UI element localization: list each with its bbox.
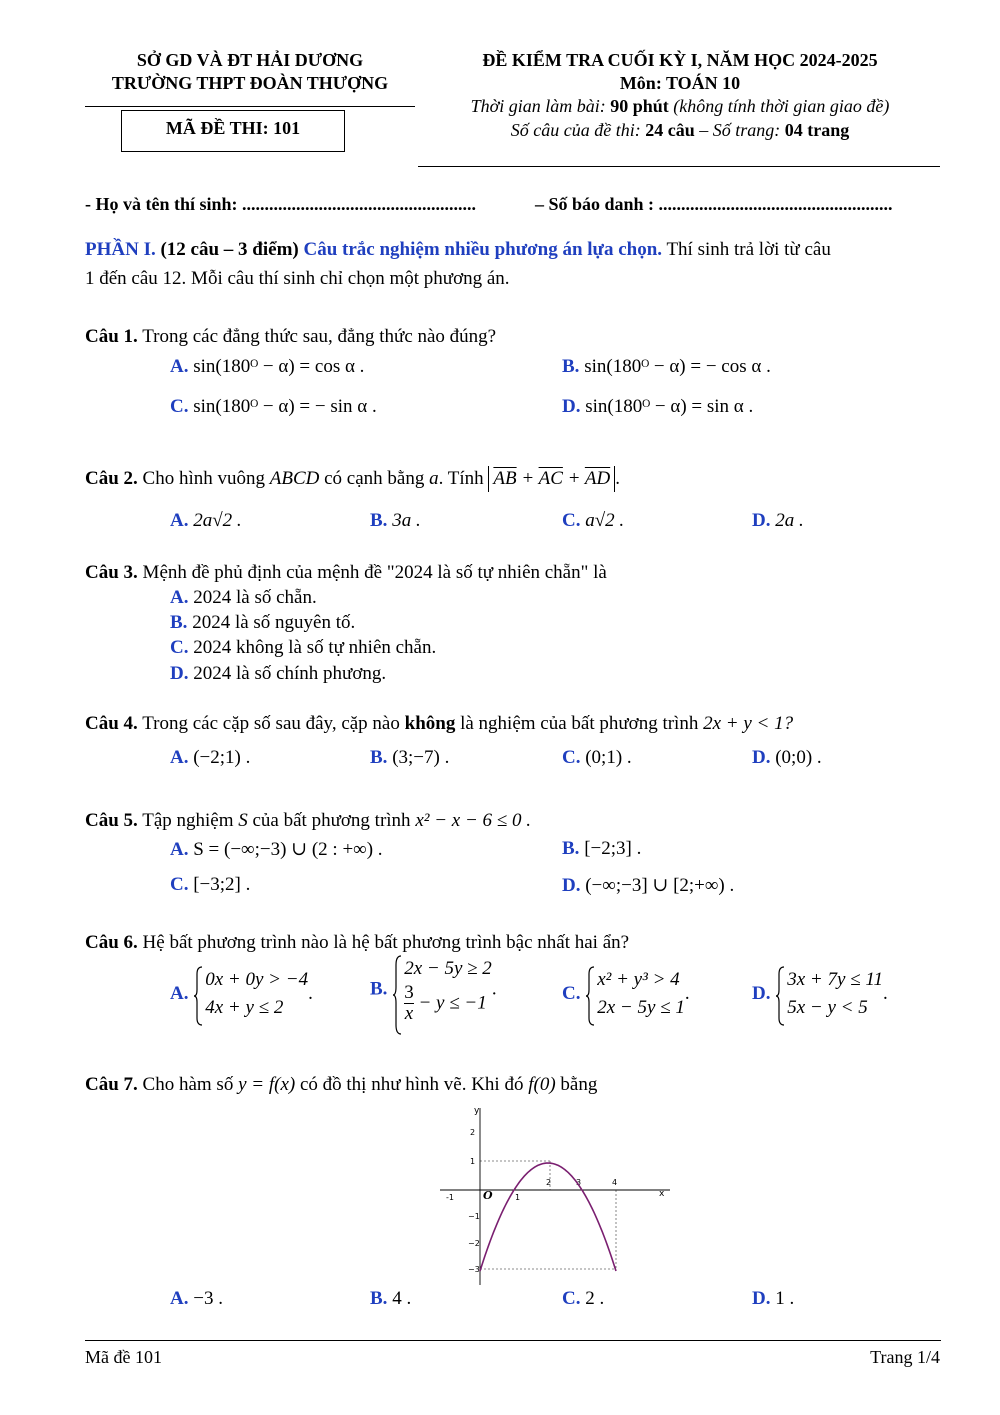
department-name: SỞ GD VÀ ĐT HẢI DƯƠNG <box>136 50 364 70</box>
subject: Môn: TOÁN 10 <box>619 73 741 93</box>
exam-title: ĐỀ KIỂM TRA CUỐI KỲ I, NĂM HỌC 2024-2025 <box>482 50 878 70</box>
header-divider-right <box>418 166 940 167</box>
q4-option-c[interactable]: C. (0;1) . <box>562 747 632 768</box>
q7-option-a[interactable]: A. −3 . <box>170 1288 223 1309</box>
y-axis-label: y <box>474 1106 480 1116</box>
q6-option-b[interactable]: B. 2x − 5y ≥ 2 $\frac{3}{x}$ − y ≤ −1 . <box>370 955 497 1024</box>
brace-icon <box>193 966 203 1026</box>
x-tick-2: 2 <box>546 1178 552 1187</box>
student-id-field: – Số báo danh : .................................................... <box>535 194 893 214</box>
q2-option-c[interactable]: C. a√2 . <box>562 510 625 531</box>
y-tick-minus-2: −2 <box>468 1239 480 1248</box>
q4-option-b[interactable]: B. (3;−7) . <box>370 747 450 768</box>
q1-option-a[interactable]: A. sin(180ᴼ − α) = cos α . <box>170 356 365 377</box>
part1-instruction: 1 đến câu 12. Mỗi câu thí sinh chỉ chọn một phương án. <box>85 268 510 289</box>
q6-c-system: x² + y³ > 4 2x − 5y ≤ 1 <box>585 966 685 1022</box>
question-3: Câu 3. Mệnh đề phủ định của mệnh đề "2024 là số tự nhiên chẵn" là <box>85 562 607 583</box>
x-axis-label: x <box>659 1189 665 1199</box>
q5-option-d[interactable]: D. (−∞;−3] ∪ [2;+∞) . <box>562 875 735 896</box>
brace-icon <box>775 966 785 1026</box>
q2-option-a[interactable]: A. 2a√2 . <box>170 510 242 531</box>
q6-b-system: 2x − 5y ≥ 2 $\frac{3}{x}$ − y ≤ −1 <box>392 955 492 1024</box>
q7-option-c[interactable]: C. 2 . <box>562 1288 605 1309</box>
part1-heading: PHẦN I. (12 câu – 3 điểm) Câu trắc nghiệm nhiều phương án lựa chọn. Thí sinh trả lời từ câu <box>85 239 831 260</box>
q3-option-d[interactable]: D. 2024 là số chính phương. <box>170 663 387 684</box>
x-tick-3: 3 <box>576 1178 582 1187</box>
q5-option-a[interactable]: A. S = (−∞;−3) ∪ (2 : +∞) . <box>170 839 383 860</box>
q1-option-b[interactable]: B. sin(180ᴼ − α) = − cos α . <box>562 356 771 377</box>
question-7: Câu 7. Cho hàm số y = f(x) có đồ thị như hình vẽ. Khi đó f(0) bằng <box>85 1074 598 1095</box>
q6-a-system: 0x + 0y > −4 4x + y ≤ 2 <box>193 966 308 1022</box>
question-4: Câu 4. Trong các cặp số sau đây, cặp nào không là nghiệm của bất phương trình 2x + y < 1? <box>85 713 794 734</box>
brace-icon <box>585 966 595 1026</box>
x-tick-minus-1: -1 <box>446 1193 454 1202</box>
origin-label: O <box>483 1189 493 1202</box>
brace-icon <box>392 955 402 1035</box>
y-tick-minus-1: −1 <box>468 1212 480 1221</box>
q5-option-c[interactable]: C. [−3;2] . <box>170 874 251 895</box>
function-graph <box>435 1102 675 1287</box>
q5-option-b[interactable]: B. [−2;3] . <box>562 838 642 859</box>
question-1: Câu 1. Trong các đẳng thức sau, đẳng thức nào đúng? <box>85 326 497 347</box>
q3-option-b[interactable]: B. 2024 là số nguyên tố. <box>170 612 356 633</box>
vector-sum: $\overline{AB} + \overline{AC} + \overline{AD}$ <box>488 466 615 492</box>
question-6: Câu 6. Hệ bất phương trình nào là hệ bất phương trình bậc nhất hai ẩn? <box>85 932 630 953</box>
q4-option-a[interactable]: A. (−2;1) . <box>170 747 251 768</box>
y-tick-minus-3: −3 <box>468 1265 480 1274</box>
school-name: TRƯỜNG THPT ĐOÀN THƯỢNG <box>111 73 389 93</box>
x-tick-1: 1 <box>515 1193 521 1202</box>
y-tick-1: 1 <box>470 1157 476 1166</box>
q6-option-c[interactable]: C. x² + y³ > 4 2x − 5y ≤ 1 . <box>562 966 690 1022</box>
y-tick-2: 2 <box>470 1128 476 1137</box>
footer-divider <box>85 1340 941 1341</box>
q1-option-d[interactable]: D. sin(180ᴼ − α) = sin α . <box>562 396 754 417</box>
q2-option-d[interactable]: D. 2a . <box>752 510 804 531</box>
q7-option-d[interactable]: D. 1 . <box>752 1288 795 1309</box>
q7-option-b[interactable]: B. 4 . <box>370 1288 412 1309</box>
exam-code-box: MÃ ĐỀ THI: 101 <box>121 110 345 152</box>
x-tick-4: 4 <box>612 1178 618 1187</box>
q6-option-a[interactable]: A. 0x + 0y > −4 4x + y ≤ 2 . <box>170 966 313 1022</box>
q6-b-second-line: $\frac{3}{x}$ − y ≤ −1 <box>404 982 487 1024</box>
question-count: Số câu của đề thi: 24 câu – Số trang: 04 trang <box>510 120 850 140</box>
q3-option-a[interactable]: A. 2024 là số chẵn. <box>170 587 317 608</box>
q3-option-c[interactable]: C. 2024 không là số tự nhiên chẵn. <box>170 637 437 658</box>
q2-option-b[interactable]: B. 3a . <box>370 510 421 531</box>
exam-time: Thời gian làm bài: 90 phút (không tính thời gian giao đề) <box>470 96 890 116</box>
q4-option-d[interactable]: D. (0;0) . <box>752 747 822 768</box>
question-5: Câu 5. Tập nghiệm S của bất phương trình x² − x − 6 ≤ 0 . <box>85 810 531 831</box>
header-divider-left <box>85 106 415 107</box>
fraction: $\frac{3}{x}$ <box>404 982 414 1024</box>
student-name-field: - Họ và tên thí sinh: .................................................... <box>85 194 477 214</box>
footer-exam-code: Mã đề 101 <box>85 1347 162 1367</box>
q6-option-d[interactable]: D. 3x + 7y ≤ 11 5x − y < 5 . <box>752 966 888 1022</box>
question-2: Câu 2. Cho hình vuông ABCD có cạnh bằng a. Tính $\overline{AB} + \overline{AC} + \overline{AD}$ . <box>85 466 620 492</box>
footer-page-number: Trang 1/4 <box>870 1347 940 1367</box>
q6-d-system: 3x + 7y ≤ 11 5x − y < 5 <box>775 966 883 1022</box>
q1-option-c[interactable]: C. sin(180ᴼ − α) = − sin α . <box>170 396 377 417</box>
